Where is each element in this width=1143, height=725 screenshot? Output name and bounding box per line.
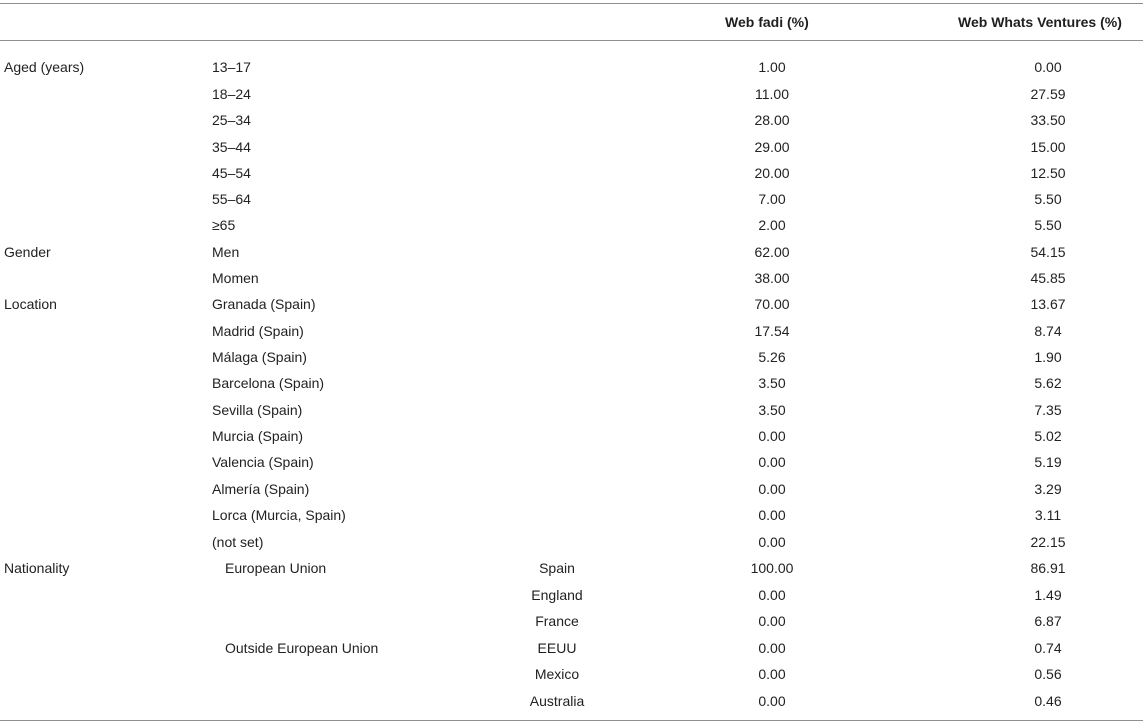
row-group-label: Gender <box>4 244 51 260</box>
row-detail-label: Spain <box>539 560 575 576</box>
row-web-whats-ventures-value: 0.56 <box>1034 666 1062 682</box>
row-web-whats-ventures-value: 0.00 <box>1034 59 1062 75</box>
row-web-fadi-value: 0.00 <box>758 640 786 656</box>
row-web-fadi-value: 2.00 <box>758 217 786 233</box>
table-bottom-rule <box>0 720 1143 721</box>
row-web-whats-ventures-value: 1.49 <box>1034 587 1062 603</box>
row-subgroup-label: Murcia (Spain) <box>212 428 304 444</box>
row-web-fadi-value: 28.00 <box>754 112 790 128</box>
row-web-fadi-value: 7.00 <box>758 191 786 207</box>
row-web-whats-ventures-value: 5.02 <box>1034 428 1062 444</box>
row-web-whats-ventures-value: 27.59 <box>1030 86 1066 102</box>
row-web-whats-ventures-value: 54.15 <box>1030 244 1066 260</box>
row-subgroup-label: 18–24 <box>212 86 251 102</box>
row-web-whats-ventures-value: 8.74 <box>1034 323 1062 339</box>
row-subgroup-label: 45–54 <box>212 165 251 181</box>
row-detail-label: England <box>531 587 583 603</box>
row-web-whats-ventures-value: 22.15 <box>1030 534 1066 550</box>
row-web-fadi-value: 38.00 <box>754 270 790 286</box>
row-web-fadi-value: 0.00 <box>758 428 786 444</box>
row-web-fadi-value: 0.00 <box>758 481 786 497</box>
row-web-fadi-value: 70.00 <box>754 296 790 312</box>
row-group-label: Aged (years) <box>4 59 85 75</box>
row-web-fadi-value: 0.00 <box>758 454 786 470</box>
row-web-whats-ventures-value: 5.62 <box>1034 375 1062 391</box>
header-web-fadi: Web fadi (%) <box>725 14 809 30</box>
row-web-whats-ventures-value: 5.50 <box>1034 191 1062 207</box>
row-web-fadi-value: 3.50 <box>758 402 786 418</box>
row-subgroup-label: European Union <box>225 560 327 576</box>
row-web-fadi-value: 20.00 <box>754 165 790 181</box>
row-detail-label: Mexico <box>534 666 580 682</box>
row-web-fadi-value: 11.00 <box>755 86 789 102</box>
table-top-rule <box>0 3 1143 4</box>
row-group-label: Nationality <box>4 560 70 576</box>
row-subgroup-label: 13–17 <box>212 59 251 75</box>
row-web-whats-ventures-value: 3.29 <box>1034 481 1062 497</box>
row-subgroup-label: 55–64 <box>212 191 251 207</box>
row-subgroup-label: (not set) <box>212 534 264 550</box>
row-web-whats-ventures-value: 33.50 <box>1030 112 1066 128</box>
row-web-whats-ventures-value: 86.91 <box>1030 560 1066 576</box>
row-web-whats-ventures-value: 5.50 <box>1034 217 1062 233</box>
row-web-whats-ventures-value: 13.67 <box>1030 296 1066 312</box>
row-subgroup-label: Almería (Spain) <box>212 481 310 497</box>
row-web-fadi-value: 0.00 <box>758 613 786 629</box>
row-web-whats-ventures-value: 0.74 <box>1034 640 1062 656</box>
row-web-fadi-value: 0.00 <box>758 507 786 523</box>
row-subgroup-label: Granada (Spain) <box>212 296 316 312</box>
row-web-fadi-value: 29.00 <box>754 139 790 155</box>
row-group-label: Location <box>4 296 57 312</box>
row-web-fadi-value: 0.00 <box>758 693 786 709</box>
row-web-fadi-value: 3.50 <box>758 375 786 391</box>
row-web-fadi-value: 0.00 <box>758 534 786 550</box>
header-web-whats-ventures: Web Whats Ventures (%) <box>958 14 1122 30</box>
row-web-fadi-value: 0.00 <box>758 587 786 603</box>
row-web-whats-ventures-value: 12.50 <box>1030 165 1066 181</box>
row-web-whats-ventures-value: 1.90 <box>1034 349 1062 365</box>
row-web-whats-ventures-value: 0.46 <box>1034 693 1062 709</box>
row-subgroup-label: Barcelona (Spain) <box>212 375 325 391</box>
row-subgroup-label: Madrid (Spain) <box>212 323 304 339</box>
row-subgroup-label: Momen <box>212 270 259 286</box>
row-subgroup-label: Lorca (Murcia, Spain) <box>212 507 346 523</box>
row-web-fadi-value: 62.00 <box>754 244 790 260</box>
row-web-whats-ventures-value: 6.87 <box>1034 613 1062 629</box>
row-subgroup-label: ≥65 <box>212 217 236 233</box>
row-subgroup-label: 35–44 <box>212 139 251 155</box>
row-web-whats-ventures-value: 45.85 <box>1030 270 1066 286</box>
row-web-fadi-value: 0.00 <box>758 666 786 682</box>
row-detail-label: France <box>535 613 579 629</box>
row-web-fadi-value: 5.26 <box>758 349 786 365</box>
row-subgroup-label: Málaga (Spain) <box>212 349 307 365</box>
row-subgroup-label: Sevilla (Spain) <box>212 402 303 418</box>
row-web-whats-ventures-value: 7.35 <box>1034 402 1062 418</box>
row-web-fadi-value: 100.00 <box>750 560 794 576</box>
row-subgroup-label: Outside European Union <box>225 640 379 656</box>
row-subgroup-label: Valencia (Spain) <box>212 454 314 470</box>
row-web-fadi-value: 1.00 <box>758 59 786 75</box>
row-subgroup-label: Men <box>212 244 240 260</box>
row-web-whats-ventures-value: 5.19 <box>1034 454 1062 470</box>
row-web-fadi-value: 17.54 <box>754 323 790 339</box>
table-header-rule <box>0 40 1143 41</box>
row-detail-label: EEUU <box>537 640 577 656</box>
row-subgroup-label: 25–34 <box>212 112 251 128</box>
row-web-whats-ventures-value: 15.00 <box>1030 139 1066 155</box>
row-web-whats-ventures-value: 3.11 <box>1034 507 1062 523</box>
row-detail-label: Australia <box>529 693 585 709</box>
